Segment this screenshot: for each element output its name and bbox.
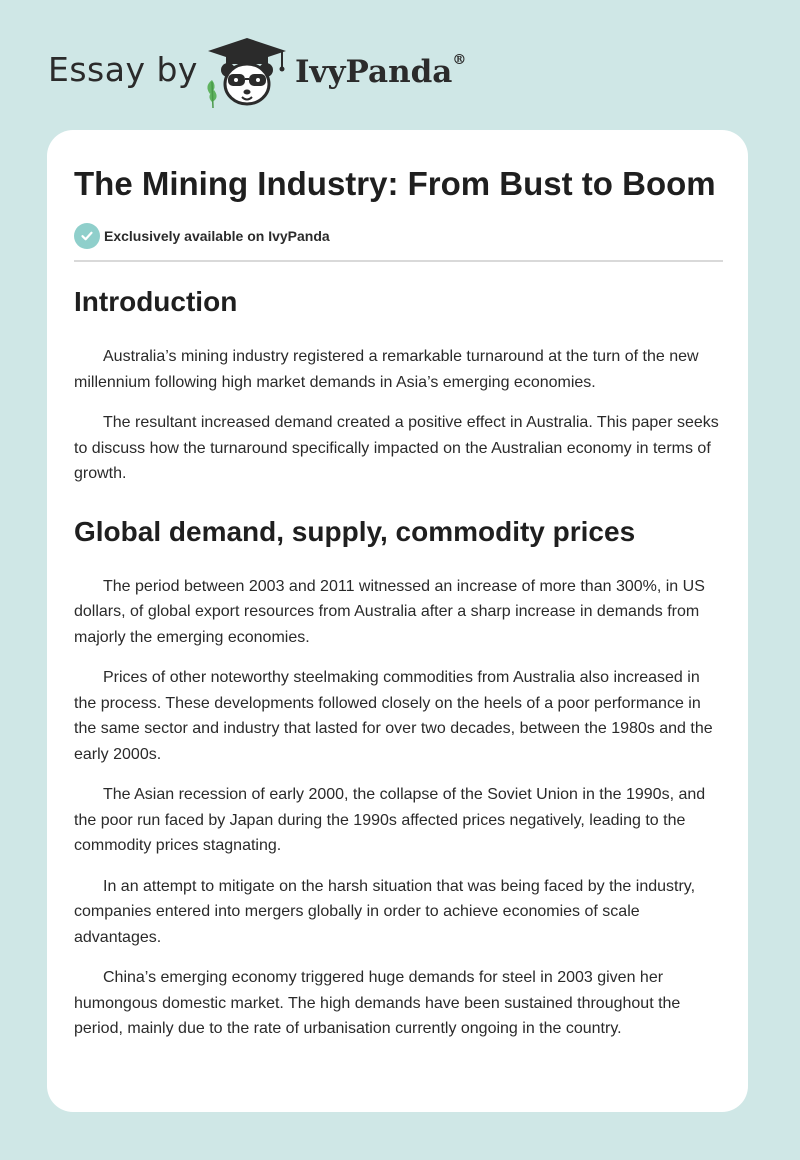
essay-card — [47, 130, 748, 1112]
paragraph: In an attempt to mitigate on the harsh situation that was being faced by the industry, companies entered into mergers globally in order to achieve economies of scale advantages. — [74, 877, 696, 946]
section-heading-global-demand: Global demand, supply, commodity prices — [74, 515, 636, 547]
paragraph: Australia’s mining industry registered a remarkable turnaround at the turn of the new millennium following high market demands in Asia’s emerging economies. — [74, 348, 699, 391]
exclusive-badge — [74, 222, 724, 250]
paragraph: The resultant increased demand created a positive effect in Australia. This paper seeks to discuss how the turnaround specifically impacted on the Australian economy in terms of growth. — [74, 414, 719, 482]
exclusive-badge-label: Exclusively available on IvyPanda — [104, 228, 330, 244]
section-heading-introduction: Introduction — [74, 286, 238, 317]
check-circle-icon — [74, 223, 100, 249]
registered-mark: ® — [452, 52, 467, 68]
essay-by-label: Essay by — [48, 50, 198, 89]
paragraph: China’s emerging economy triggered huge demands for steel in 2003 given her humongous domestic market. The high demands have been sustained throughout the period, mainly due to the rate of urbanisation currently ongoing in the country. — [74, 969, 681, 1037]
title-divider — [74, 260, 723, 262]
brand-text: IvyPanda — [295, 54, 453, 90]
essay-content — [74, 160, 724, 1042]
ivypanda-panda-logo-icon[interactable] — [202, 36, 292, 110]
paragraph: Prices of other noteworthy steelmaking commodities from Australia also increased in the process. These developments followed closely on the heels of a poor performance in the same sector and industry that lasted for over two decades, between the 1980s and the early 2000s. — [74, 669, 713, 763]
ivypanda-brand-name[interactable] — [295, 54, 466, 90]
site-header — [48, 30, 748, 110]
paragraph: The period between 2003 and 2011 witnessed an increase of more than 300%, in US dollars, of global export resources from Australia after a sharp increase in demands from majorly the emerging economies. — [74, 577, 705, 646]
essay-title: The Mining Industry: From Bust to Boom — [74, 165, 716, 202]
paragraph: The Asian recession of early 2000, the collapse of the Soviet Union in the 1990s, and the poor run faced by Japan during the 1990s affected prices negatively, leading to the commodity prices stagnating. — [74, 786, 706, 854]
